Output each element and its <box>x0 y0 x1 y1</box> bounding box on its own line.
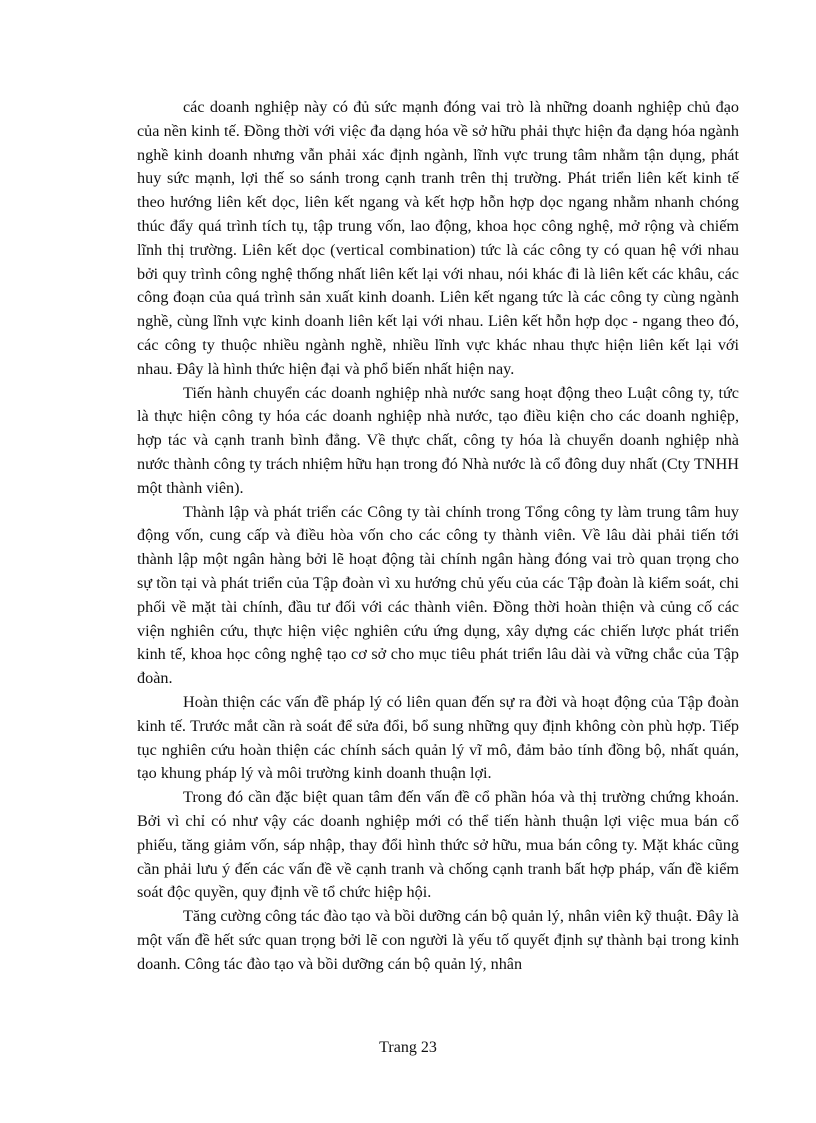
paragraph: Hoàn thiện các vấn đề pháp lý có liên quan đến sự ra đời và hoạt động của Tập đoàn kinh tế. Trước mắt cần rà soát để sửa đổi, bổ sung những quy định không còn phù hợp. Tiếp tục nghiên cứu hoàn thiện các chính sách quản lý vĩ mô, đảm bảo tính đồng bộ, nhất quán, tạo khung pháp lý và môi trường kinh doanh thuận lợi. <box>137 692 739 783</box>
paragraph: Tăng cường công tác đào tạo và bồi dưỡng cán bộ quản lý, nhân viên kỹ thuật. Đây là một vấn đề hết sức quan trọng bởi lẽ con người là yếu tố quyết định sự thành bại trong kinh doanh. Công tác đào tạo và bồi dưỡng cán bộ quản lý, nhân <box>137 907 739 973</box>
body-text <box>137 96 739 976</box>
paragraph: Tiến hành chuyển các doanh nghiệp nhà nước sang hoạt động theo Luật công ty, tức là thực hiện công ty hóa các doanh nghiệp nhà nước, tạo điều kiện cho các doanh nghiệp, hợp tác và cạnh tranh bình đẳng. Về thực chất, công ty hóa là chuyển doanh nghiệp nhà nước thành công ty trách nhiệm hữu hạn trong đó Nhà nước là cổ đông duy nhất (Cty TNHH một thành viên). <box>137 383 739 497</box>
paragraph: Trong đó cần đặc biệt quan tâm đến vấn đề cổ phần hóa và thị trường chứng khoán. Bởi vì chỉ có như vậy các doanh nghiệp mới có thể tiến hành thuận lợi việc mua bán cổ phiếu, tăng giảm vốn, sáp nhập, thay đổi hình thức sở hữu, mua bán công ty. Mặt khác cũng cần phải lưu ý đến các vấn đề về cạnh tranh và chống cạnh tranh bất hợp pháp, vấn đề kiểm soát độc quyền, quy định về tổ chức hiệp hội. <box>137 788 739 902</box>
paragraph: các doanh nghiệp này có đủ sức mạnh đóng vai trò là những doanh nghiệp chủ đạo của nền kinh tế. Đồng thời với việc đa dạng hóa về sở hữu phải thực hiện đa dạng hóa ngành nghề kinh doanh nhưng vẫn phải xác định ngành, lĩnh vực trung tâm nhằm tận dụng, phát huy sức mạnh, lợi thế so sánh trong cạnh tranh trên thị trường. Phát triển liên kết kinh tế theo hướng liên kết dọc, liên kết ngang và kết hợp hỗn hợp dọc ngang nhằm nhanh chóng thúc đẩy quá trình tích tụ, tập trung vốn, lao động, khoa học công nghệ, mở rộng và chiếm lĩnh thị trường. Liên kết dọc (vertical combination) tức là các công ty có quan hệ với nhau bởi quy trình công nghệ thống nhất liên kết lại với nhau, nói khác đi là liên kết các khâu, các công đoạn của quá trình sản xuất kinh doanh. Liên kết ngang tức là các công ty cùng ngành nghề, cùng lĩnh vực kinh doanh liên kết lại với nhau. Liên kết hỗn hợp dọc - ngang theo đó, các công ty thuộc nhiều ngành nghề, nhiều lĩnh vực khác nhau thực hiện liên kết lại với nhau. Đây là hình thức hiện đại và phổ biến nhất hiện nay. <box>137 98 739 378</box>
paragraph: Thành lập và phát triển các Công ty tài chính trong Tổng công ty làm trung tâm huy động vốn, cung cấp và điều hòa vốn cho các công ty thành viên. Về lâu dài phải tiến tới thành lập một ngân hàng bởi lẽ hoạt động tài chính ngân hàng đóng vai trò quan trọng cho sự tồn tại và phát triển của Tập đoàn vì xu hướng chủ yếu của các Tập đoàn là kiểm soát, chi phối về mặt tài chính, đầu tư đối với các thành viên. Đồng thời hoàn thiện và củng cố các viện nghiên cứu, thực hiện việc nghiên cứu ứng dụng, xây dựng các chiến lược phát triển kinh tế, khoa học công nghệ tạo cơ sở cho mục tiêu phát triển lâu dài và vững chắc của Tập đoàn. <box>137 502 739 688</box>
page-number: Trang 23 <box>379 1039 437 1056</box>
